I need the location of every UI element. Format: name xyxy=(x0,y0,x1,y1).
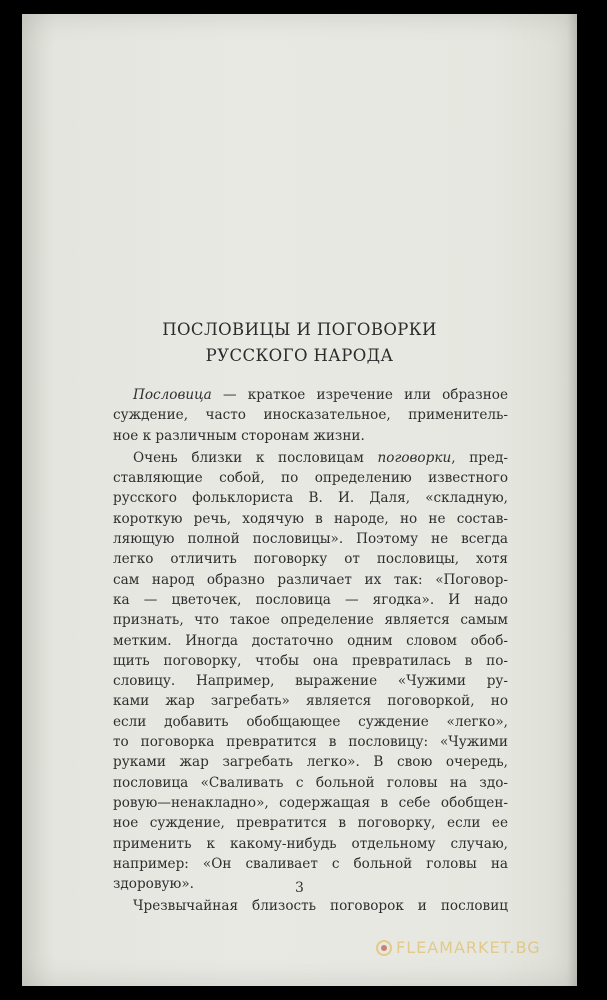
text-line: суждение, часто иносказательное, применитель- xyxy=(113,407,508,424)
book-page xyxy=(22,14,577,986)
text-line: Пословица — краткое изречение или образное xyxy=(133,387,508,403)
text-line: ное к различным сторонам жизни. xyxy=(113,427,365,444)
text-line: ровую—ненакладно», содержащая в себе обобщен- xyxy=(113,794,508,811)
text-line: сам народ образно различает их так: «Поговор- xyxy=(113,571,508,588)
text-line: Чрезвычайная близость поговорок и пословиц xyxy=(133,898,508,915)
text-line: щить поговорку, чтобы она превратилась в по- xyxy=(113,652,508,669)
body-text xyxy=(113,385,508,917)
text-line: ляющую полной пословицы». Поэтому не всегда xyxy=(113,531,508,548)
text-line: ками жар загребать» является поговоркой, но xyxy=(113,693,508,710)
chapter-title-line-1: ПОСЛОВИЦЫ И ПОГОВОРКИ xyxy=(162,320,437,339)
text-line: ка — цветочек, пословица — ягодка». И надо xyxy=(113,591,508,608)
watermark xyxy=(376,938,541,957)
text-line: пословица «Сваливать с больной головы на здо- xyxy=(113,774,508,791)
text-line: признать, что такое определение является самым xyxy=(113,612,508,629)
text-line: ное суждение, превратится в поговорку, если ее xyxy=(113,815,508,832)
text-line: ставляющие собой, по определению известного xyxy=(113,470,508,487)
chapter-title-line-2: РУССКОГО НАРОДА xyxy=(205,346,394,365)
text-line: метким. Иногда достаточно одним словом обоб- xyxy=(113,632,508,649)
text-line: например: «Он сваливает с больной головы на xyxy=(113,855,508,872)
text-line: если добавить обобщающее суждение «легко», xyxy=(113,713,508,730)
flea-market-logo-icon xyxy=(376,940,392,956)
text-line: легко отличить поговорку от пословицы, хотя xyxy=(113,551,508,568)
text-line: русского фольклориста В. И. Даля, «складную, xyxy=(113,490,508,507)
page-number: 3 xyxy=(295,880,304,896)
text-line: короткую речь, ходячую в народе, но не состав- xyxy=(113,510,508,527)
italic-term: Пословица xyxy=(133,387,212,403)
text-line: Очень близки к пословицам поговорки, пред- xyxy=(133,449,508,466)
text-line: словицу. Например, выражение «Чужими ру- xyxy=(113,673,508,690)
watermark-text: FLEAMARKET.BG xyxy=(396,938,541,957)
text-line: здоровую». xyxy=(113,876,194,893)
text-line: руками жар загребать легко». В свою очередь, xyxy=(113,754,508,771)
text-line: применить к какому-нибудь отдельному случаю, xyxy=(113,835,508,852)
italic-term: поговорки xyxy=(377,449,452,466)
page-edge-shadow xyxy=(567,14,577,986)
text-line: то поговорка превратится в пословицу: «Чужими xyxy=(113,734,508,751)
